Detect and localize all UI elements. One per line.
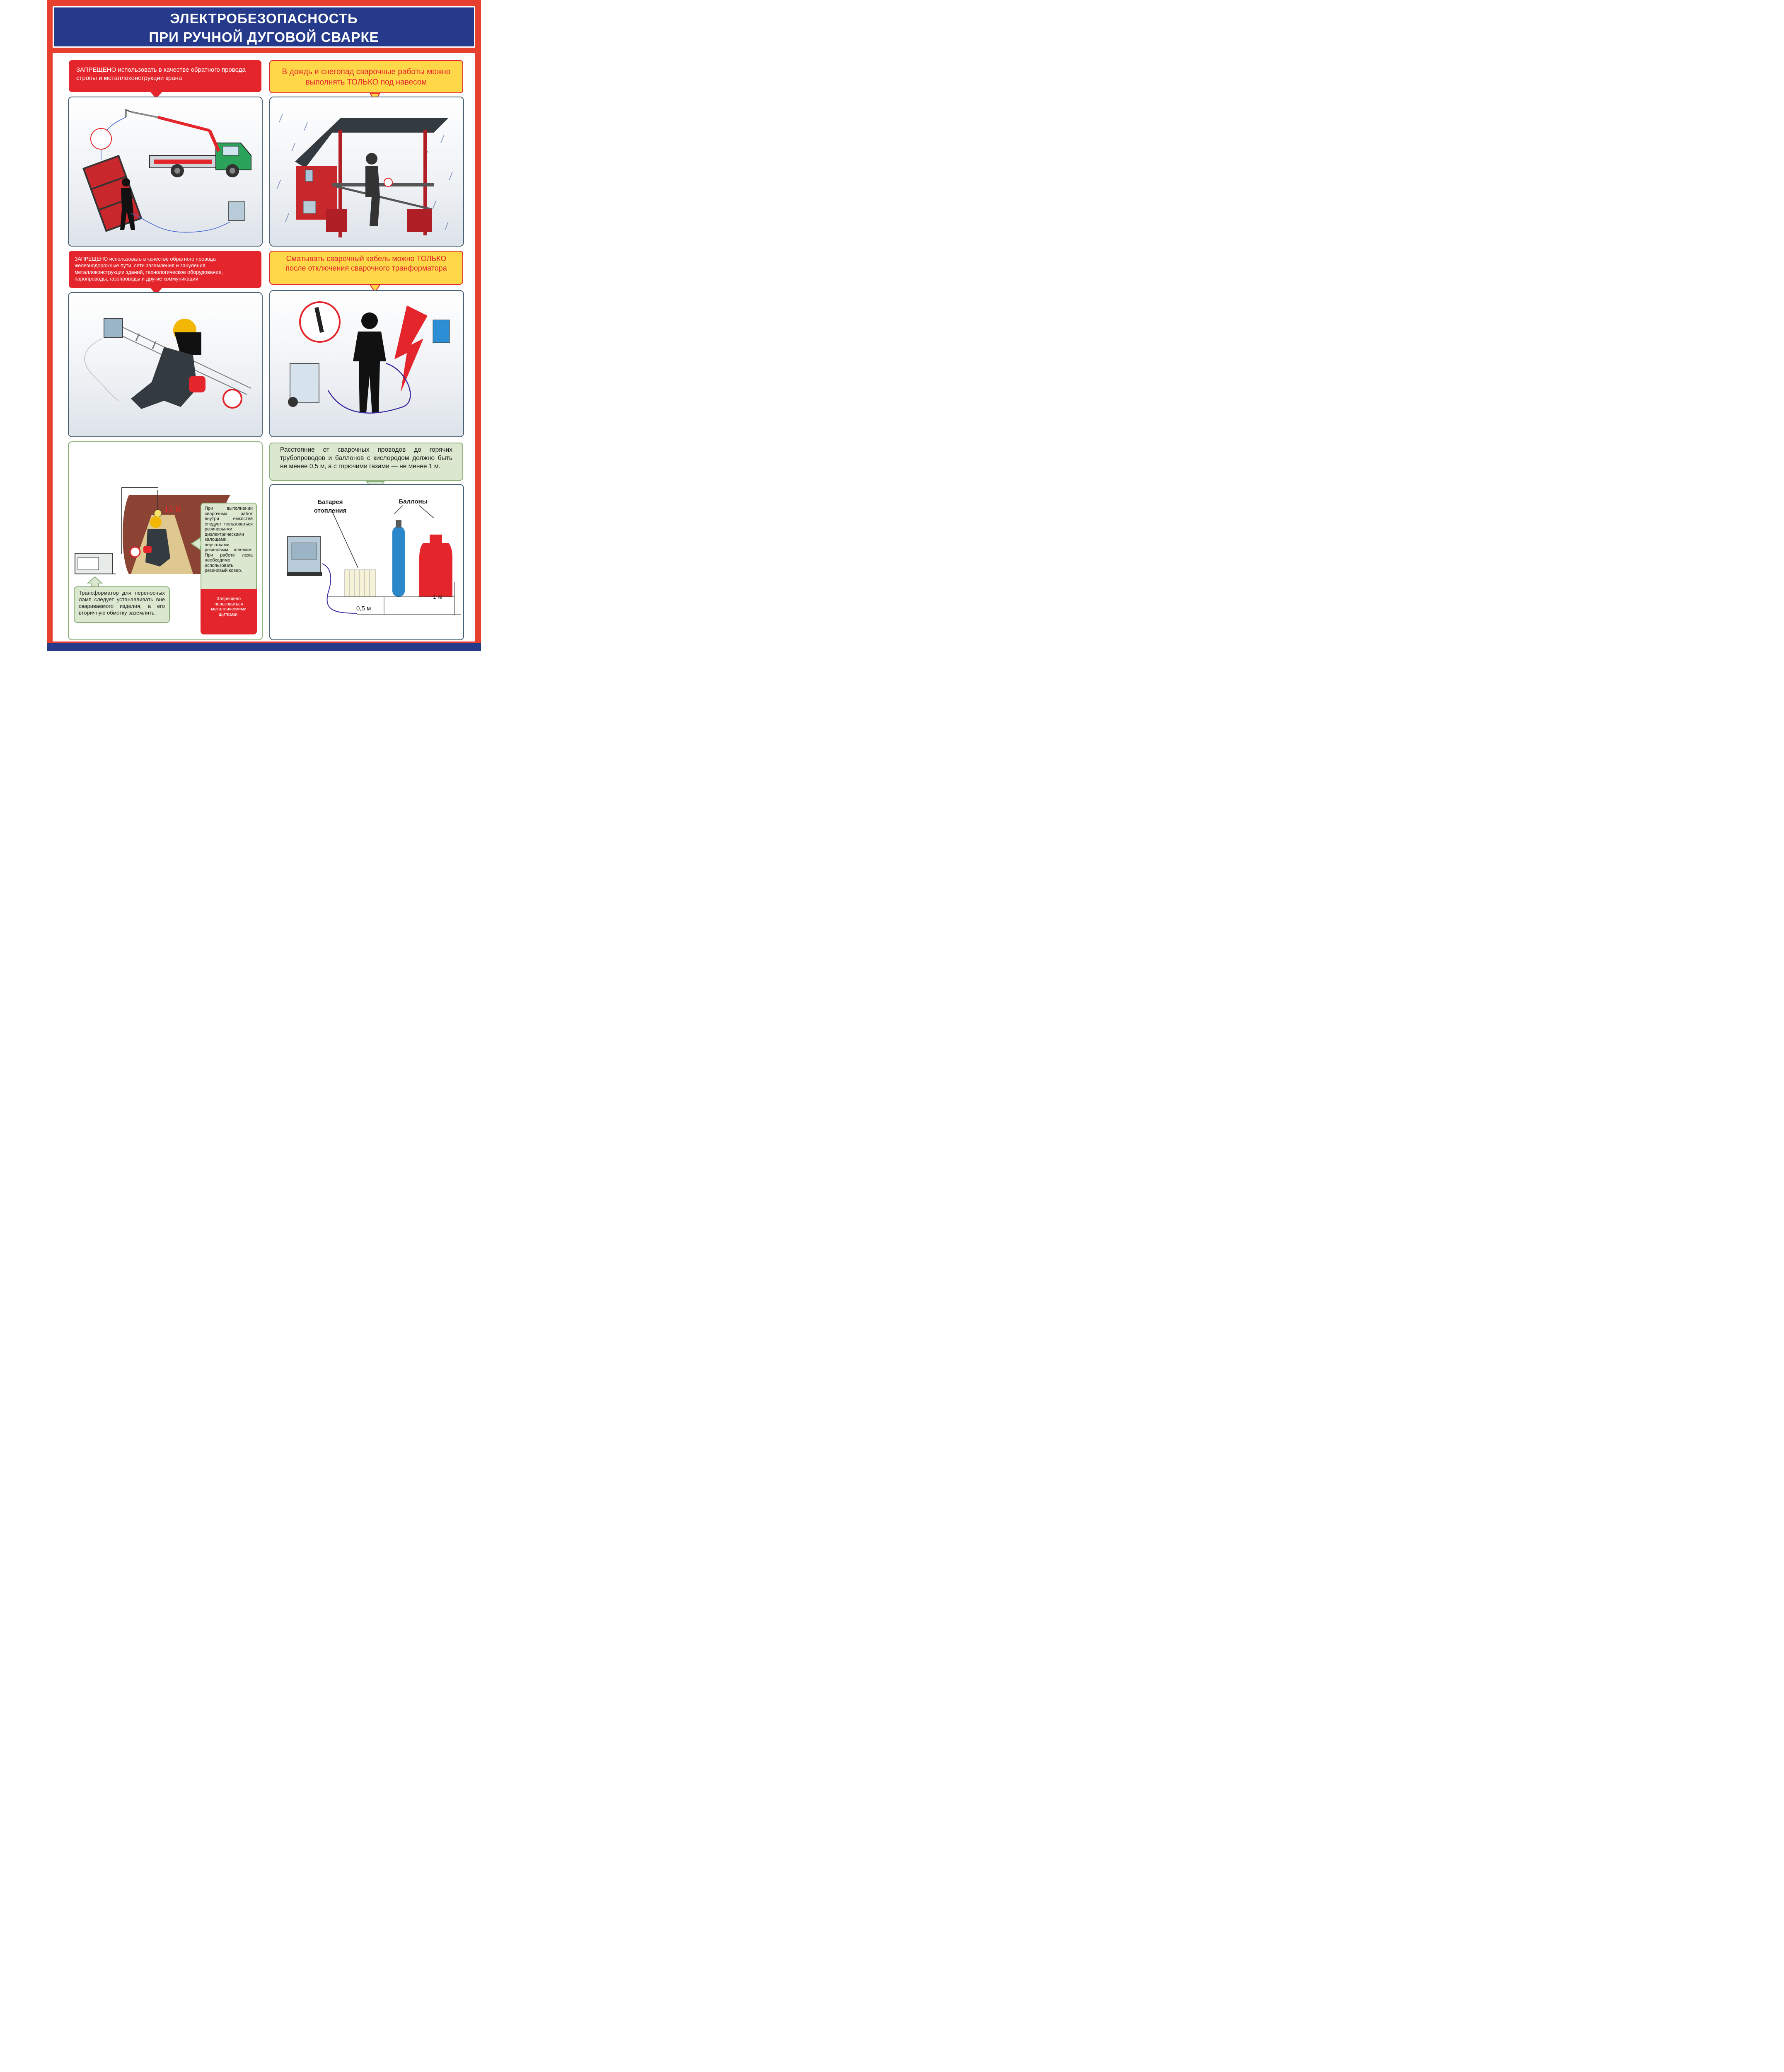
p5-transformer-note (74, 586, 170, 623)
p1-callout-text: ЗАПРЕЩЕНО использовать в качестве обратного провода стропы и металлоконструкции крана (76, 66, 246, 82)
p4-illustration (269, 290, 464, 437)
lamp-icon (154, 510, 162, 517)
railway-welder-scene (69, 293, 262, 436)
bottom-band (47, 643, 481, 651)
p6-callout-text: Расстояние от сварочных проводов до горячих трубопроводов и баллонов с кислородом должно быть не менее 0,5 м, а с горючими газами — не менее 1 м. (280, 446, 452, 470)
cylinders-label: Баллоны (399, 498, 428, 505)
distance-one-meter: 1 м (433, 593, 442, 600)
p4-callout-text: Сматывать сварочный кабель можно ТОЛЬКО после отключения сварочного транформатора (285, 254, 447, 272)
cable-disconnect-scene (270, 291, 463, 436)
p3-callout (69, 251, 261, 288)
welding-machine-icon (104, 319, 123, 337)
oxygen-cylinder-icon (392, 526, 405, 597)
distance-half-meter: 0,5 м (356, 605, 371, 612)
p6-illustration (269, 484, 464, 640)
p1-callout (69, 60, 261, 92)
spark-icon (223, 390, 242, 408)
switch-box-icon (433, 320, 450, 343)
voltage-label: 12 В (164, 505, 181, 514)
p2-illustration (269, 97, 464, 247)
p5-inside-note (201, 503, 257, 590)
distance-scene (270, 485, 463, 639)
crane-truck-scene (69, 97, 262, 246)
battery-label-line2: отопления (314, 507, 347, 514)
radiator-icon (345, 570, 376, 597)
p5-inside-text: При выполнении сварочных работ внутри емкостей следует пользоваться резиновы-ми диэлектрическими калошами, перчатками, резиновым шлемом. При работе лежа необходимо использовать резиновый ковер. (205, 506, 253, 573)
poster-title (53, 6, 475, 48)
battery-label-line1: Батарея (317, 499, 343, 506)
p1-illustration (68, 97, 263, 247)
welding-machine-icon (290, 363, 319, 403)
p5-forbidden-text: Запрещено пользоваться металлическими щитками. (211, 596, 247, 617)
title-line-1: ЭЛЕКТРОБЕЗОПАСНОСТЬ (170, 11, 358, 26)
canopy-rain-scene (270, 97, 463, 246)
p5-transformer-text: Трансформатор для переносных ламп следует устанавливать вне свариваемого изделия, а его вторичную обмотку заземлить. (79, 590, 165, 616)
spark-icon (384, 178, 392, 186)
p4-callout (269, 251, 463, 285)
p3-callout-text: ЗАПРЕЩЕНО использовать в качестве обратного провода железнодорожные пути, сети заземления и зануления, металлоконструкции зданий, технологическое оборудование, паропроводы, газопроводы и другие коммуникации (75, 256, 223, 282)
title-line-2: ПРИ РУЧНОЙ ДУГОВОЙ СВАРКЕ (149, 29, 379, 45)
welding-machine-icon (228, 202, 245, 220)
p2-callout-text: В дождь и снегопад сварочные работы можно выполнять ТОЛЬКО под навесом (282, 68, 451, 87)
p3-illustration (68, 292, 263, 437)
p2-callout (269, 60, 463, 93)
p5-forbidden-note (201, 589, 257, 634)
spark-icon (130, 547, 140, 557)
p6-callout (269, 443, 463, 481)
gas-cylinder-icon (419, 543, 452, 597)
